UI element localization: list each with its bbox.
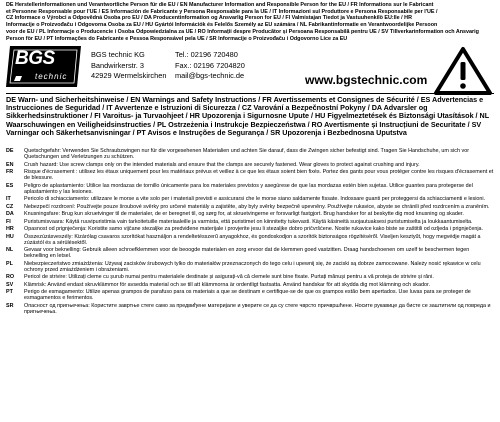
instruction-row [6,226,494,232]
language-code: CZ [6,203,14,210]
instruction-row [6,204,494,210]
language-code: FI [6,218,11,225]
instruction-text: Quetschgefahr: Verwenden Sie Schraubzwingen nur für die vorgesehenen Materialien und achten Sie darauf, dass die Zwingen sicher befestigt sind. Tragen Sie Handschuhe, um sich vor Quetschungen und Verletzungen zu schützen. [24,148,469,161]
company-phone: Tel.: 02196 720480 [175,50,238,59]
instruction-text: Crush hazard: Use screw clamps only on the intended materials and ensure that the clamps are securely fastened. Wear gloves to protect against crushing and injury. [24,161,420,168]
company-address [91,50,166,82]
company-street: Bandwirkerstr. 3 [91,60,144,70]
instruction-row [6,247,494,259]
company-fax: Fax.: 02196 7204820 [175,60,245,70]
header-line: DE Herstellerinformationen und Verantwortliche Person für die EU / EN Manufacturer Information and Responsible Person for the EU / FR Informations sur le Fabricant [6,2,434,8]
instruction-text: Knusningsfare: Brug kun skruetvinger til de materialer, de er beregnet til, og sørg for, at skruetvingerne er forsvarligt fastgjort. Brug handsker for at beskytte dig mod knusning og skader. [24,211,464,218]
header-line: et Personne Responsable pour l'UE / ES Información de Fabricante y Persona Responsable para la UE / IT Informazioni sul Produttore e Persona Responsabile per l'UE / [6,8,438,15]
company-name: BGS technic KG [91,50,145,59]
company-city: 42929 Wermelskirchen [91,71,167,80]
language-code: RO [6,274,15,281]
safety-section-title: DE Warn- und Sicherheitshinweise / EN Warnings and Safety Instructions / FR Avertissements et Consignes de Sécurité / ES Advertencias e Instrucciones de Seguridad / IT Avvertenze e Istruzioni di Sicurezza / CZ Varování a Bezpečnostní Pokyny / DA Advarsler og Sikkerhedsinstruktioner / FI Varoitus- ja Turvaohjeet / HR Upozorenja i Sigurnosne Upute / HU Figyelmeztetések és Biztonsági Utasítások / NL Waarschuwingen en Veiligheidsinstructies / PL Ostrzeżenia i Instrukcje Bezpieczeństwa / RO Avertismente și Instrucțiuni de Securitate / SV Varningar och Säkerhetsanvisningar / PT Avisos e Instruções de Segurança / SR Upozorenja i Bezbednosna Uputstva [6,95,490,137]
company-email: mail@bgs-technic.de [175,71,245,80]
language-code: SV [6,281,14,288]
instruction-row [6,162,494,168]
instruction-text: Pericol de strivire: Utilizați cleme cu șurub numai pentru materialele destinate și asigurați-vă că clemele sunt bine fixate. Purtați mănuși pentru a vă proteja de strivire și răni. [24,274,434,281]
instruction-row [6,196,494,202]
instruction-text: Opasnost od prignječenja: Koristite samo vijčane stezaljke za predviđene materijale i provjerite jesu li stezaljke dobro pričvršćene. Nosite rukavice kako biste se zaštitili od ozljeda i prignječenja. [24,226,484,233]
language-code: EN [6,161,14,168]
logo-text: BGS [15,48,55,69]
logo-subtext: technic [35,72,68,81]
instruction-text: Опасност од пригњечења: Користите завртње стеге само за предвиђене материјале и уверите се да су стеге чврсто причвршћене. Носите рукавице да бисте се заштитили од повреда и пригњечења. [24,302,491,316]
instruction-row [6,219,494,225]
language-code: DA [6,211,14,218]
instruction-text: Nebezpečí rozdrcení: Používejte pouze šroubové svěrky pro určené materiály a zajistěte, aby byly svěrky bezpečně upevněny. Používejte rukavice, abyste se chránili před rozdrcením a zraněním. [24,203,490,210]
instruction-text: Klämrisk: Använd endast skruvklämmor för avsedda material och se till att klämmorna är ordentligt fastsatta. Använd handskar för att skydda dig mot klämning och skador. [24,281,430,288]
header-line: CZ Informace o Výrobci a Odpovědná Osoba pro EU / DA Producentinformation og Ansvarlig Person for EU / FI Valmistajan Tiedot ja Vastuuhenkilö EU:lle / HR [6,15,412,22]
instruction-text: Peligro de aplastamiento: Utilice las mordazas de tornillo únicamente para los materiales previstos y asegúrese de que las mordazas estén bien sujetas. Utilice guantes para protegerse del aplastamiento y las lesiones. [24,182,473,195]
safety-instructions-list [6,148,494,317]
language-code: DE [6,148,14,154]
language-code: SR [6,302,14,309]
section-divider [6,93,494,94]
header-line: voor de EU / PL Informacje o Producencie i Osoba Odpowiedzialna za UE / RO Informații despre Producător și Persoana Responsabilă pentru UE / SV Tillverkarinformation och Ansvarig Person för EU / PT Informações do Fabricante e Pessoa Responsável pela UE / SR Informacije o Proizvođaču i Odgovorno Lice za EU [6,28,479,42]
instruction-row [6,289,494,301]
instruction-row [6,303,494,315]
instruction-row [6,282,494,288]
language-code: HU [6,233,14,240]
instruction-text: Gevaar voor beknelling: Gebruik alleen schroefklemmen voor de beoogde materialen en zorg ervoor dat de klemmen goed vastzitten. Draag handschoenen om uzelf te beschermen tegen beknelling en letsel. [24,247,470,260]
instruction-row [6,261,494,273]
instruction-row [6,169,494,181]
language-code: NL [6,247,14,254]
language-code: HR [6,226,14,233]
instruction-text: Pericolo di schiacciamento: utilizzare le morse a vite solo per i materiali previsti e assicurarsi che le morse siano saldamente fissate. Indossare guanti per proteggersi da schiacciamenti e lesioni. [24,196,486,203]
instruction-text: Puristumisvaara: Käytä ruuvipuristimia vain tarkoitetuille materiaaleille ja varmista, että puristimet on kiinnitetty tukevasti. Käytä käsineitä suojautuaksesi puristumiselta ja loukkaantumiselta. [24,218,473,225]
manufacturer-info-header [6,2,494,44]
instruction-text: Niebezpieczeństwo zmiażdżenia: Używaj zacisków śrubowych tylko do materiałów przeznaczonych do tego celu i upewnij się, że zaciski są dobrze zamocowane. Należy nosić rękawice w celu ochrony przed zmiażdżeniem i obrażeniami. [24,260,481,273]
bgs-logo [6,46,81,87]
language-code: ES [6,182,14,189]
instruction-text: Perigo de esmagamento: Utilize apenas grampos de parafuso para os materiais a que se destinam e certifique-se de que os grampos estão bem apertados. Use luvas para se proteger de esmagamentos e ferimentos. [24,289,471,302]
instruction-text: Risque d'écrasement : utilisez les étaux uniquement pour les matériaux prévus et veillez à ce que les étaux soient bien fixés. Portez des gants pour vous protéger contre les risques d'écrasement et de blessure. [24,169,494,182]
instruction-row [6,148,494,160]
instruction-row [6,234,494,246]
instruction-text: Összezúzásveszély: Kizárólag csavaros szorítókat használjon a rendeltetésszerű anyagokhoz, és gondoskodjon a szorítók biztonságos rögzítéséről. Viseljen kesztyűt, hogy megvédje magát a zúzástól és a sérülésektől. [24,233,481,246]
instruction-row [6,274,494,280]
language-code: PT [6,289,13,296]
instruction-row [6,183,494,195]
company-website: www.bgstechnic.com [305,73,428,87]
header-line: Informacije o Proizvođaču i Odgovorna Osoba za EU / HU Gyártói Információk és Felelős Személy az EU számára / NL Fabrikantinformatie en Verantwoordelijke Persoon [6,22,438,29]
warning-triangle-icon [433,46,493,96]
language-code: FR [6,169,14,176]
language-code: IT [6,196,11,203]
language-code: PL [6,260,13,267]
company-contact [175,50,245,82]
instruction-row [6,211,494,217]
